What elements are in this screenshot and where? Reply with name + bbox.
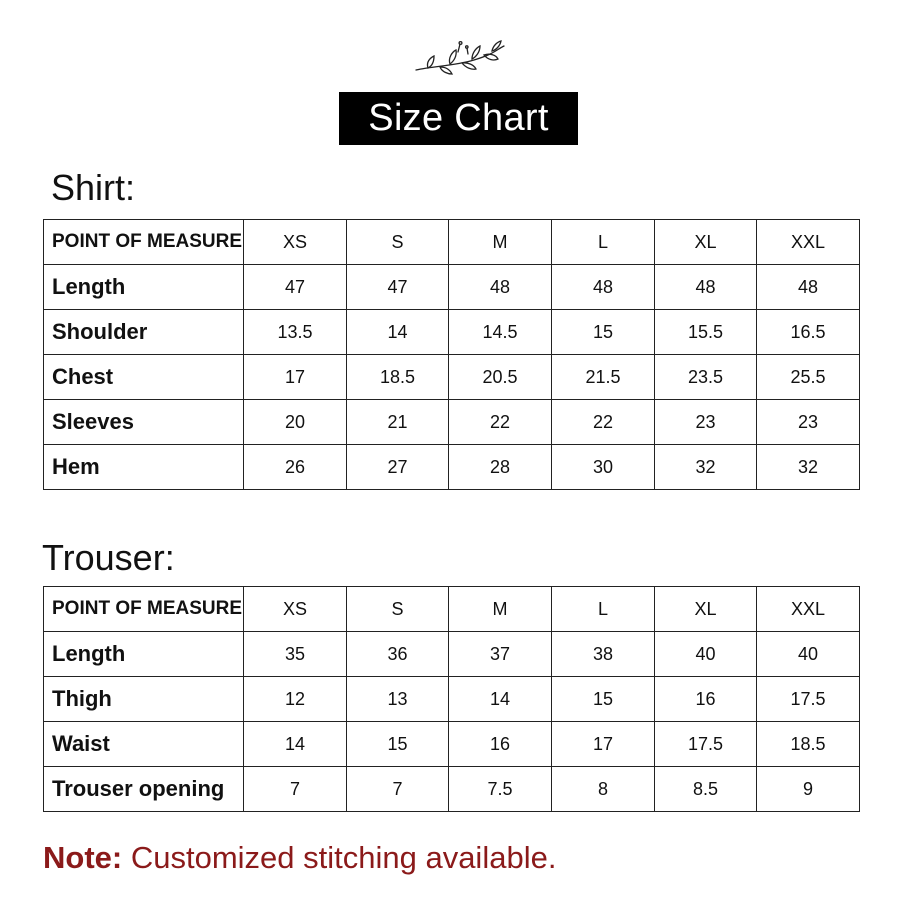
measure-value: 20: [244, 400, 347, 445]
measure-value: 21: [347, 400, 449, 445]
measure-value: 23: [655, 400, 757, 445]
measure-value: 38: [552, 632, 655, 677]
measure-value: 22: [552, 400, 655, 445]
measure-value: 15: [552, 677, 655, 722]
page-title: Size Chart: [339, 92, 578, 145]
measure-value: 48: [757, 265, 860, 310]
measure-value: 7.5: [449, 767, 552, 812]
shirt-section-title: Shirt:: [51, 167, 136, 208]
header-cell-size: L: [552, 220, 655, 265]
measure-value: 23: [757, 400, 860, 445]
measure-value: 16.5: [757, 310, 860, 355]
measure-value: 9: [757, 767, 860, 812]
measure-label: Chest: [44, 355, 244, 400]
measure-label: Sleeves: [44, 400, 244, 445]
measure-value: 14: [244, 722, 347, 767]
table-row: [44, 722, 860, 767]
measure-value: 8: [552, 767, 655, 812]
measure-value: 22: [449, 400, 552, 445]
header-cell-size: XS: [244, 220, 347, 265]
measure-value: 14: [347, 310, 449, 355]
table-row: [44, 445, 860, 490]
measure-value: 48: [655, 265, 757, 310]
measure-value: 17.5: [757, 677, 860, 722]
measure-label: Thigh: [44, 677, 244, 722]
measure-value: 13: [347, 677, 449, 722]
measure-value: 18.5: [347, 355, 449, 400]
measure-value: 18.5: [757, 722, 860, 767]
measure-value: 47: [244, 265, 347, 310]
header-cell-size: M: [449, 587, 552, 632]
header-cell-size: M: [449, 220, 552, 265]
measure-value: 15.5: [655, 310, 757, 355]
measure-value: 21.5: [552, 355, 655, 400]
note-text: Customized stitching available.: [122, 840, 557, 875]
measure-value: 26: [244, 445, 347, 490]
measure-value: 14: [449, 677, 552, 722]
shirt-size-table: [43, 219, 860, 490]
measure-value: 17: [552, 722, 655, 767]
measure-value: 32: [757, 445, 860, 490]
measure-value: 30: [552, 445, 655, 490]
table-row: [44, 355, 860, 400]
header-cell-size: XS: [244, 587, 347, 632]
measure-value: 36: [347, 632, 449, 677]
header-cell-size: XXL: [757, 220, 860, 265]
header-cell-measure: POINT OF MEASURE: [44, 587, 244, 632]
table-row: [44, 400, 860, 445]
measure-value: 8.5: [655, 767, 757, 812]
measure-value: 15: [347, 722, 449, 767]
note: [43, 842, 556, 873]
table-row: [44, 310, 860, 355]
measure-label: Length: [44, 265, 244, 310]
measure-value: 27: [347, 445, 449, 490]
measure-value: 7: [347, 767, 449, 812]
header-cell-size: XL: [655, 587, 757, 632]
measure-value: 47: [347, 265, 449, 310]
measure-label: Shoulder: [44, 310, 244, 355]
table-row: [44, 265, 860, 310]
table-header-row: [44, 220, 860, 265]
measure-label: Hem: [44, 445, 244, 490]
note-label: Note:: [43, 840, 123, 875]
table-row: [44, 677, 860, 722]
header-cell-size: S: [347, 220, 449, 265]
measure-value: 16: [655, 677, 757, 722]
measure-value: 14.5: [449, 310, 552, 355]
measure-value: 48: [552, 265, 655, 310]
trouser-size-table: [43, 586, 860, 812]
table-row: [44, 632, 860, 677]
measure-value: 17: [244, 355, 347, 400]
measure-value: 12: [244, 677, 347, 722]
measure-value: 37: [449, 632, 552, 677]
header-cell-size: S: [347, 587, 449, 632]
measure-value: 40: [655, 632, 757, 677]
header-cell-size: XXL: [757, 587, 860, 632]
measure-value: 40: [757, 632, 860, 677]
measure-value: 15: [552, 310, 655, 355]
measure-label: Trouser opening: [44, 767, 244, 812]
trouser-section-title: Trouser:: [42, 537, 175, 578]
measure-value: 20.5: [449, 355, 552, 400]
header-cell-measure: POINT OF MEASURE: [44, 220, 244, 265]
table-row: [44, 767, 860, 812]
measure-value: 23.5: [655, 355, 757, 400]
measure-value: 17.5: [655, 722, 757, 767]
header-cell-size: L: [552, 587, 655, 632]
measure-label: Length: [44, 632, 244, 677]
measure-value: 13.5: [244, 310, 347, 355]
measure-value: 16: [449, 722, 552, 767]
measure-value: 25.5: [757, 355, 860, 400]
measure-label: Waist: [44, 722, 244, 767]
table-header-row: [44, 587, 860, 632]
header-cell-size: XL: [655, 220, 757, 265]
measure-value: 48: [449, 265, 552, 310]
measure-value: 7: [244, 767, 347, 812]
measure-value: 32: [655, 445, 757, 490]
leaf-branch-icon: [414, 40, 506, 80]
measure-value: 35: [244, 632, 347, 677]
measure-value: 28: [449, 445, 552, 490]
